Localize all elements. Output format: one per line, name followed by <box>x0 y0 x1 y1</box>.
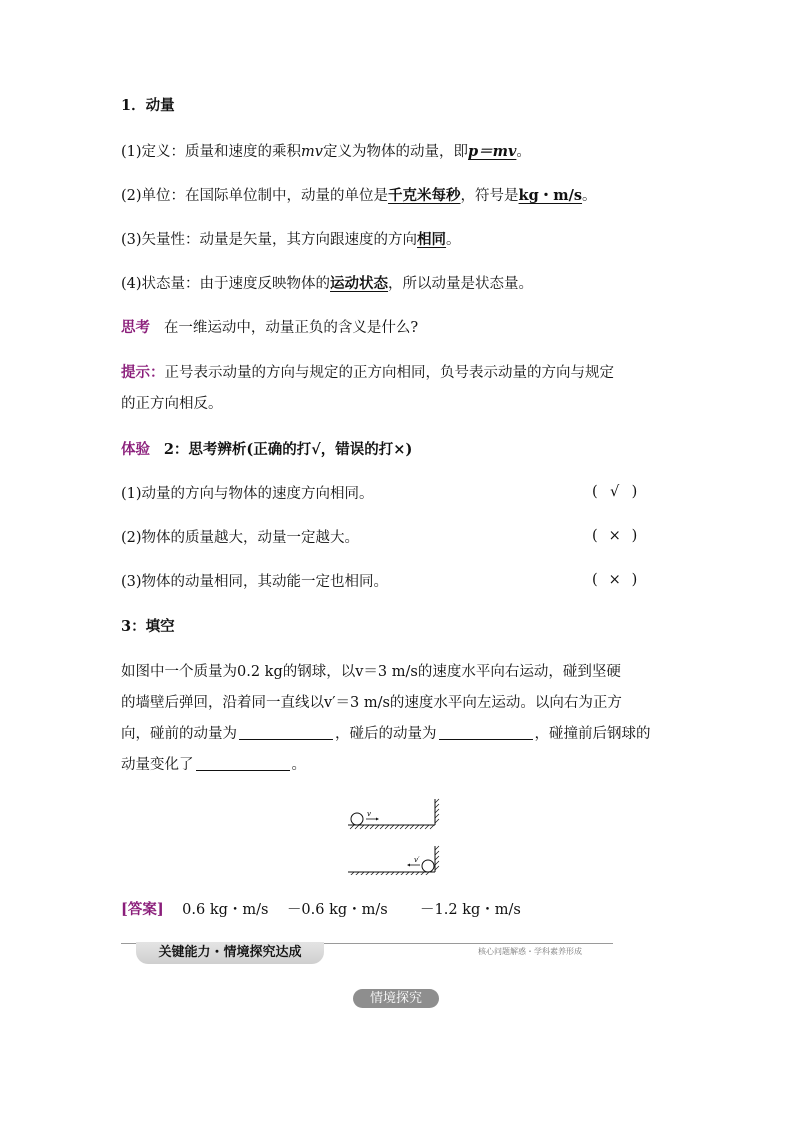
fill-line-3 <box>121 724 651 744</box>
mv-symbol: mv <box>301 144 323 160</box>
ball-after <box>422 860 434 872</box>
judge-item-3: (3)物体的动量相同，其动能一定也相同。 <box>121 574 389 590</box>
velocity-label-v: v <box>367 810 371 818</box>
fill-text-a: 向，碰前的动量为 <box>121 726 237 742</box>
fill-line-2: 的墙壁后弹回，沿着同一直线以v′＝3 m/s的速度水平向左运动。以向右为正方 <box>121 695 622 711</box>
arrowhead-right <box>376 818 379 821</box>
judge-item-1: (1)动量的方向与物体的速度方向相同。 <box>121 486 374 502</box>
definition-text-2: 定义为物体的动量，即 <box>323 144 468 160</box>
cross-mark: × <box>608 572 621 588</box>
definition-line <box>121 142 531 162</box>
floor-hatch <box>350 825 434 829</box>
wall-hatch <box>435 799 439 823</box>
section-subtitle: 核心问题解惑・学科素养形成 <box>478 947 582 956</box>
fill-heading: 3：填空 <box>121 618 175 635</box>
state-line <box>121 274 533 294</box>
ball-before <box>351 813 363 825</box>
fill-text-d: 动量变化了 <box>121 757 194 773</box>
experience-title: 2：思考辨析(正确的打√，错误的打×) <box>163 441 413 458</box>
unit-name: 千克米每秒 <box>388 187 461 204</box>
paren-close: ) <box>631 484 638 500</box>
cross-mark: × <box>608 528 621 544</box>
paren-open: ( <box>592 528 598 544</box>
blank-before-momentum[interactable] <box>239 725 333 740</box>
fill-line-4 <box>121 755 306 775</box>
paren-open: ( <box>592 572 598 588</box>
period: 。 <box>582 188 597 204</box>
answer-label: [答案] <box>121 901 164 918</box>
fill-text-b: ，碰后的动量为 <box>335 726 437 742</box>
unit-text: (2)单位：在国际单位制中，动量的单位是 <box>121 188 389 204</box>
answer-1: 0.6 kg・m/s <box>182 902 269 918</box>
fill-line-1: 如图中一个质量为0.2 kg的钢球，以v＝3 m/s的速度水平向右运动，碰到坚硬 <box>121 664 621 680</box>
hint-text-1: 正号表示动量的方向与规定的正方向相同，负号表示动量的方向与规定 <box>164 365 614 381</box>
think-question: 在一维运动中，动量正负的含义是什么? <box>163 320 419 336</box>
section-tab: 关键能力・情境探究达成 <box>136 942 324 964</box>
blank-momentum-change[interactable] <box>196 756 290 771</box>
judge-mark-2 <box>592 528 637 544</box>
arrowhead-left <box>407 864 410 867</box>
think-label: 思考 <box>121 319 150 336</box>
judge-item-2: (2)物体的质量越大，动量一定越大。 <box>121 530 360 546</box>
answer-3: －1.2 kg・m/s <box>420 902 521 918</box>
fill-text-c: ，碰撞前后钢球的 <box>534 726 651 742</box>
answer-line <box>121 900 521 920</box>
experience-label: 体验 <box>121 441 150 458</box>
judge-mark-1 <box>592 484 637 500</box>
paren-open: ( <box>592 484 598 500</box>
blank-after-momentum[interactable] <box>439 725 533 740</box>
period: 。 <box>446 232 461 248</box>
unit-text-2: ，符号是 <box>460 188 519 204</box>
velocity-label-vprime: v′ <box>414 856 420 864</box>
vector-text: (3)矢量性：动量是矢量，其方向跟速度的方向 <box>121 232 418 248</box>
after-collision-diagram <box>348 846 439 875</box>
experience-line <box>121 440 412 460</box>
hint-label: 提示： <box>121 364 165 381</box>
heading-momentum: 1．动量 <box>121 97 175 114</box>
hint-line-1 <box>121 363 614 383</box>
before-collision-diagram <box>348 799 439 829</box>
ball-wall-figure <box>340 795 455 875</box>
answer-2: －0.6 kg・m/s <box>286 902 388 918</box>
situation-explore-pill: 情境探究 <box>353 989 439 1008</box>
judge-mark-3 <box>592 572 637 588</box>
unit-line <box>121 186 597 206</box>
state-text-2: ，所以动量是状态量。 <box>388 276 534 292</box>
vector-line <box>121 230 461 250</box>
paren-close: ) <box>631 572 638 588</box>
think-line <box>121 318 418 338</box>
wall-hatch <box>435 846 439 870</box>
paren-close: ) <box>631 528 638 544</box>
vector-answer: 相同 <box>417 231 447 248</box>
check-mark: √ <box>610 484 620 500</box>
hint-line-2: 的正方向相反。 <box>121 396 223 412</box>
definition-text: (1)定义：质量和速度的乘积 <box>121 144 302 160</box>
period: 。 <box>291 757 306 773</box>
state-answer: 运动状态 <box>330 275 389 292</box>
unit-symbol: kg・m/s <box>518 187 583 204</box>
period: 。 <box>516 144 531 160</box>
state-text: (4)状态量：由于速度反映物体的 <box>121 276 331 292</box>
momentum-formula: p＝mv <box>468 143 517 160</box>
